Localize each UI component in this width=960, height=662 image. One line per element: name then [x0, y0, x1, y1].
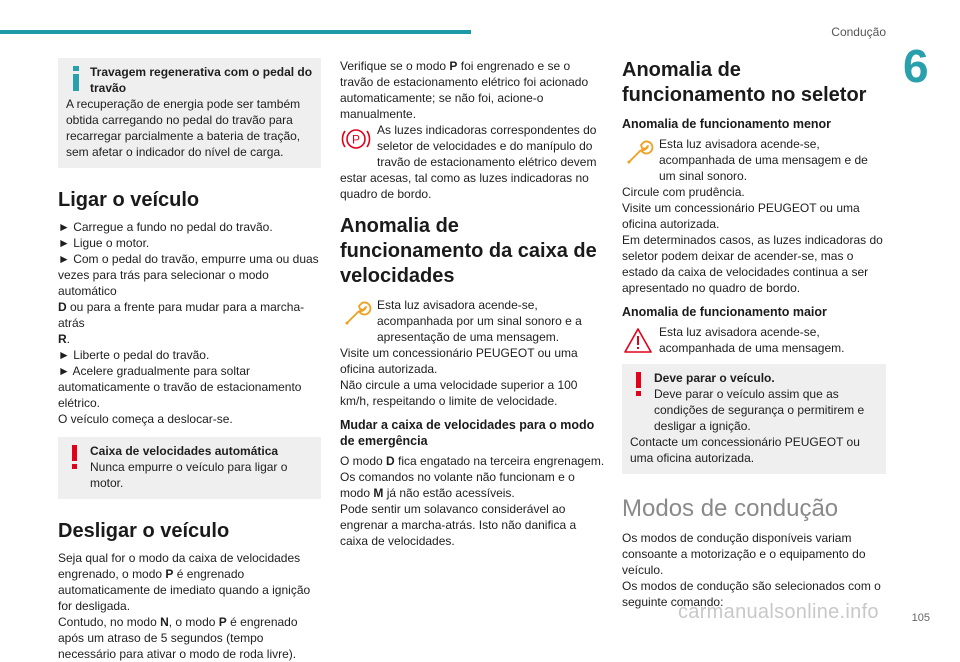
stop-heading: Desligar o veículo	[58, 520, 230, 542]
parking-lamp-text: As luzes indicadoras correspondentes do seletor de velocidades e do manípulo do travão de estacionamento elétrico devem estar acesas, tal como as luzes indicadoras no quadro de bordo.	[340, 123, 597, 201]
driving-modes-text-2: Os modos de condução são selecionados com o seguinte comando:	[622, 579, 881, 609]
stop-warning-box	[622, 364, 886, 474]
gearbox-text-2: Visite um concessionário PEUGEOT ou uma oficina autorizada.	[340, 346, 578, 376]
gearbox-text-3: Não circule a uma velocidade superior a 100 km/h, respeitando o limite de velocidade.	[340, 378, 578, 408]
minor-lamp-row	[622, 136, 886, 184]
stop-text: Seja qual for o modo da caixa de velocidades engrenado, o modo P é engrenado automaticamente de imediato quando a ignição for desligada. Contudo, no modo N, o modo P é engrenado após um atraso de 5 segundos (tempo necessário para ativar o modo de roda livre).	[58, 551, 311, 661]
chapter-number: 6	[903, 40, 929, 92]
minor-lamp-text: Esta luz avisadora acende-se, acompanhada de uma mensagem e de um sinal sonoro.	[659, 137, 868, 183]
warning-box	[58, 437, 321, 499]
start-step-2: ► Ligue o motor.	[58, 236, 150, 250]
gearbox-lamp-row	[340, 297, 605, 345]
start-heading: Ligar o veículo	[58, 189, 200, 211]
minor-text-3: Visite um concessionário PEUGEOT ou uma oficina autorizada.	[622, 201, 860, 231]
info-box	[58, 58, 321, 168]
gearbox-malfunction-heading: Anomalia de funcionamento da caixa de velocidades	[340, 215, 597, 287]
emergency-mode-heading: Mudar a caixa de velocidades para o modo de emergência	[340, 418, 595, 448]
wrench-icon	[340, 298, 372, 330]
major-lamp-text: Esta luz avisadora acende-se, acompanhada de uma mensagem.	[659, 325, 845, 355]
minor-text-2: Circule com prudência.	[622, 185, 745, 199]
start-result: O veículo começa a deslocar-se.	[58, 412, 233, 426]
header-accent-bar	[0, 30, 471, 34]
section-title: Condução	[831, 25, 886, 39]
check-text: Verifique se o modo P foi engrenado e se o travão de estacionamento elétrico foi acionado automaticamente; se não foi, acione-o manualmente.	[340, 59, 589, 121]
stop-warning-text-1: Deve parar o veículo assim que as condições de segurança o permitirem e desligar a ignição.	[654, 387, 865, 433]
parking-lamp-row	[340, 122, 605, 202]
stop-warning-text-2: Contacte um concessionário PEUGEOT ou uma oficina autorizada.	[630, 435, 860, 465]
selector-malfunction-heading: Anomalia de funcionamento no seletor	[622, 59, 867, 106]
driving-modes-text-1: Os modos de condução disponíveis variam consoante a motorização e o equipamento do veículo.	[622, 531, 866, 577]
warning-box-text: Nunca empurre o veículo para ligar o motor.	[90, 460, 288, 490]
wrench-icon	[622, 137, 654, 169]
warning-box-title: Caixa de velocidades automática	[90, 444, 279, 458]
start-step-5: ► Acelere gradualmente para soltar automaticamente o travão de estacionamento elétrico.	[58, 364, 302, 410]
info-box-title: Travagem regenerativa com o pedal do travão	[90, 65, 313, 95]
column-1	[58, 58, 321, 662]
start-step-4: ► Liberte o pedal do travão.	[58, 348, 210, 362]
warning-icon	[71, 445, 79, 471]
page-number: 105	[911, 612, 930, 624]
info-box-text: A recuperação de energia pode ser também obtida carregando no pedal do travão para recarregar parcialmente a bateria de tração, sem afetar o indicador do nível de carga.	[66, 97, 301, 159]
watermark: carmanualsonline.info	[678, 601, 879, 623]
major-lamp-row	[622, 324, 886, 358]
info-icon	[69, 66, 83, 92]
column-2	[340, 58, 605, 549]
svg-text:P: P	[351, 132, 361, 147]
column-3	[622, 58, 886, 610]
emergency-mode-text: O modo D fica engatado na terceira engrenagem. Os comandos no volante não funcionam e o modo M já não estão acessíveis. Pode sentir um solavanco considerável ao engrenar a marcha-atrás. Isto não danifica a caixa de velocidades.	[340, 454, 605, 548]
start-step-3: ► Com o pedal do travão, empurre uma ou duas vezes para trás para selecionar o modo automático D ou para a frente para mudar para a marcha-atrás R.	[58, 252, 319, 346]
stop-warning-title: Deve parar o veículo.	[654, 371, 775, 385]
parking-brake-icon	[340, 123, 372, 155]
minor-malfunction-heading: Anomalia de funcionamento menor	[622, 117, 832, 131]
gearbox-lamp-text: Esta luz avisadora acende-se, acompanhada por um sinal sonoro e a apresentação de uma mensagem.	[377, 298, 582, 344]
warning-icon	[635, 372, 643, 398]
minor-text-4: Em determinados casos, as luzes indicadoras do seletor podem deixar de acender-se, mas o estado da caixa de velocidades continua a ser apresentado no quadro de bordo.	[622, 233, 883, 295]
warning-triangle-icon	[622, 325, 654, 357]
major-malfunction-heading: Anomalia de funcionamento maior	[622, 305, 827, 319]
start-step-1: ► Carregue a fundo no pedal do travão.	[58, 220, 273, 234]
driving-modes-heading: Modos de condução	[622, 495, 839, 522]
